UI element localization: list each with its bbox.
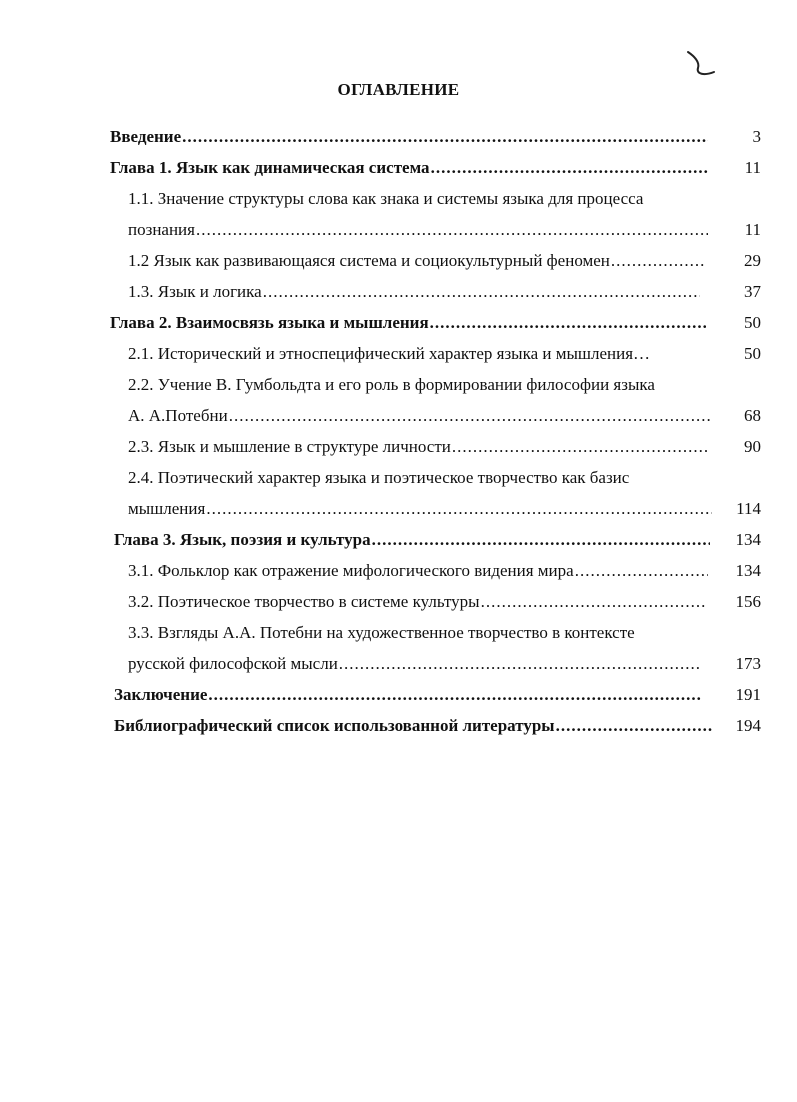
toc-page-number: 194 [735,716,761,735]
toc-page-number: 11 [744,220,761,239]
toc-entry-2-4: мышления ..... [128,494,712,524]
toc-entry-conclusion: Заключение ..... [114,680,702,710]
toc-entry-chapter-1: Глава 1. Язык как динамическая система ..... [110,153,708,183]
toc-entry-1-1-line1: 1.1. Значение структуры слова как знака и системы языка для процесса [128,189,644,208]
toc-page-number: 90 [744,437,761,456]
toc-entry-2-4-line1: 2.4. Поэтический характер языка и поэтическое творчество как базис [128,468,630,487]
toc-page-number: 50 [744,313,761,332]
toc-entry-1-1: познания ..... [128,215,708,245]
toc-entry-1-2: 1.2 Язык как развивающаяся система и социокультурный феномен ..... [128,246,704,276]
toc-page-number: 29 [744,251,761,270]
toc-entry-3-2: 3.2. Поэтическое творчество в системе культуры ..... [128,587,706,617]
toc-page-number: 37 [744,282,761,301]
toc-page-number: 173 [735,654,761,673]
page-title: ОГЛАВЛЕНИЕ [337,80,460,99]
toc-page-number: 134 [735,561,761,580]
toc-page-number: 3 [752,127,761,146]
toc-page-number: 191 [735,685,761,704]
toc-entry-3-3-line1: 3.3. Взгляды А.А. Потебни на художественное творчество в контексте [128,623,635,642]
toc-page-number: 68 [744,406,761,425]
toc-entry-bibliography: Библиографический список использованной литературы ..... [114,711,712,741]
toc-entry-introduction: Введение ..... [110,122,708,152]
toc-entry-2-2-line1: 2.2. Учение В. Гумбольдта и его роль в формировании философии языка [128,375,655,394]
toc-entry-2-2: А. А.Потебни ..... [128,401,710,431]
toc-entry-chapter-2: Глава 2. Взаимосвязь языка и мышления ..... [110,308,706,338]
toc-entry-2-1: 2.1. Исторический и этноспецифический характер языка и мышления… [128,344,651,363]
toc-entry-3-3: русской философской мысли ..... [128,649,702,679]
toc-page-number: 11 [744,158,761,177]
toc-entry-chapter-3: Глава 3. Язык, поэзия и культура ..... [114,525,710,555]
toc-entry-2-3: 2.3. Язык и мышление в структуре личности ..... [128,432,708,462]
toc-page-number: 50 [744,344,761,363]
toc-entry-1-3: 1.3. Язык и логика ..... [128,277,700,307]
handwritten-page-mark [680,48,720,80]
toc-page-number: 156 [735,592,761,611]
toc-page-number: 134 [735,530,761,549]
toc-page-number: 114 [736,499,761,518]
toc-entry-3-1: 3.1. Фольклор как отражение мифологического видения мира ..... [128,556,708,586]
